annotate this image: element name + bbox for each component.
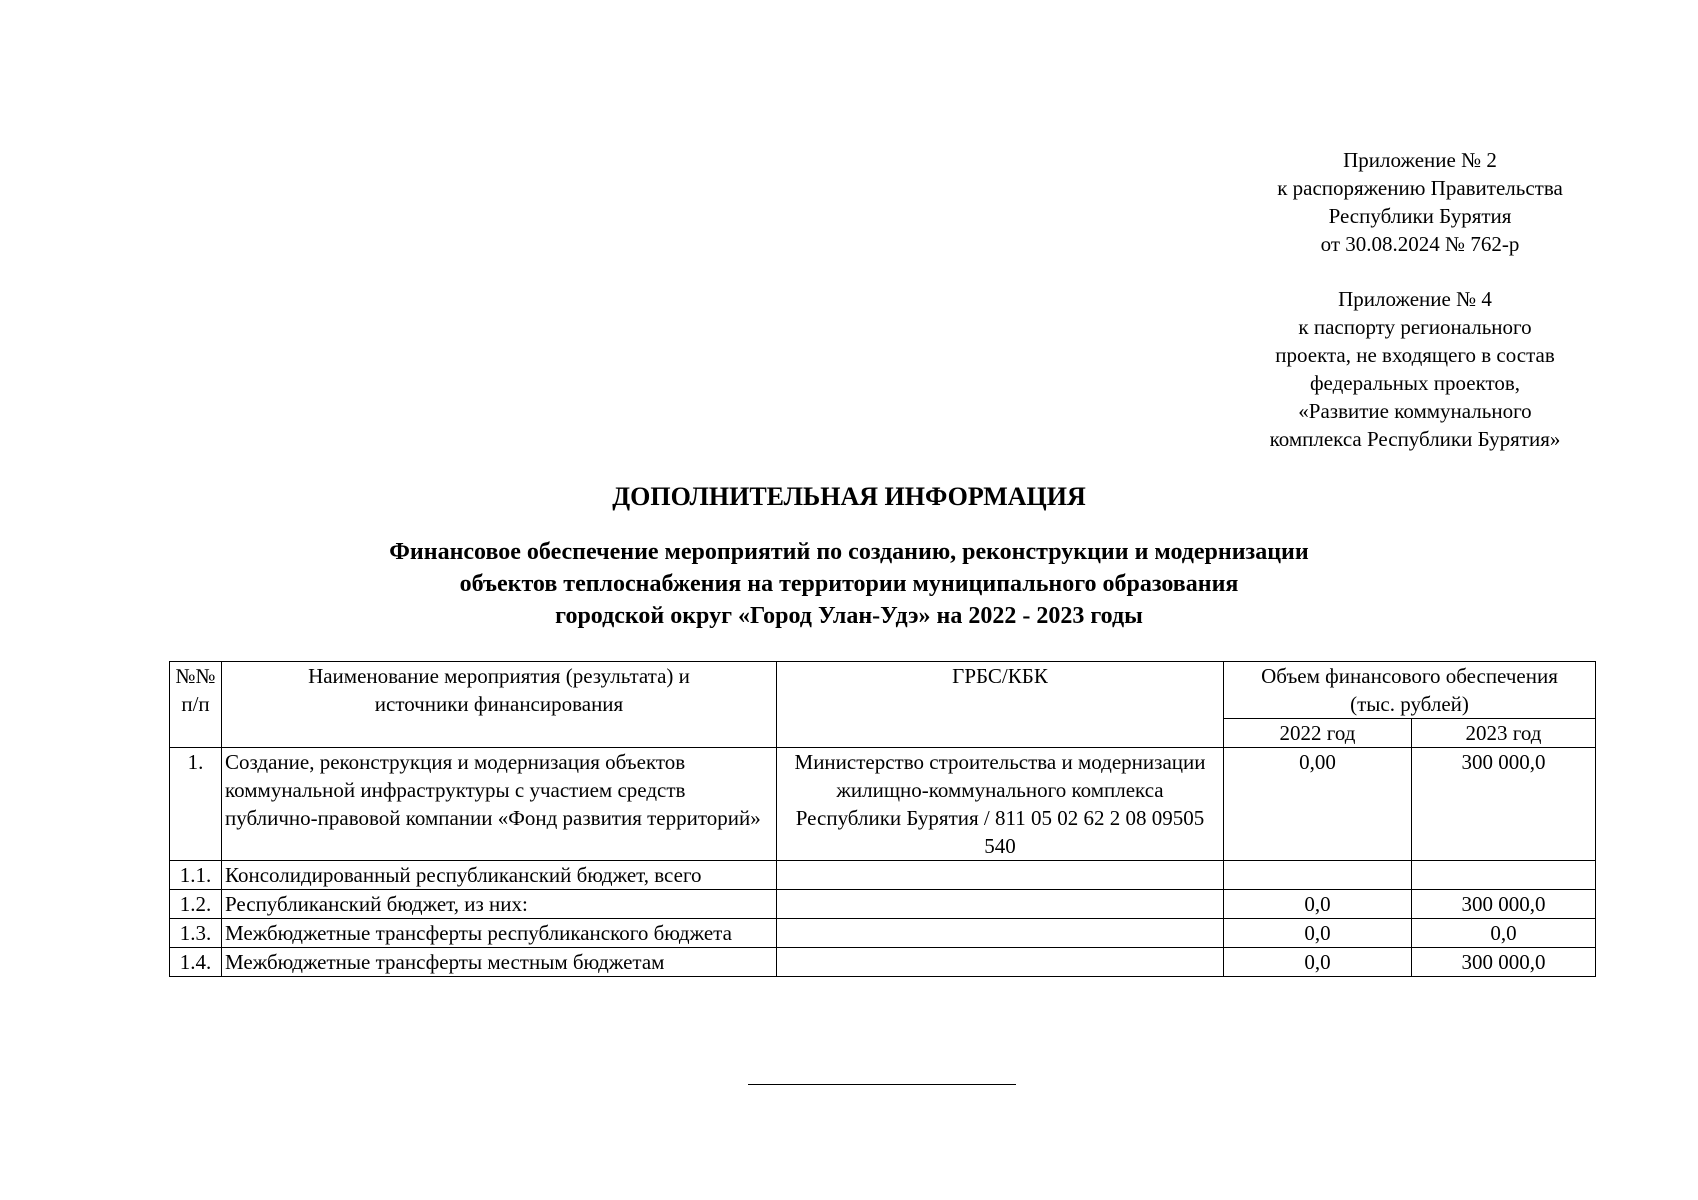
row-name: Консолидированный республиканский бюджет, всего xyxy=(222,861,777,890)
appendix-4-line: к паспорту регионального xyxy=(1298,315,1532,339)
row-grbs xyxy=(777,861,1224,890)
appendix-2-block xyxy=(1250,146,1590,258)
row-name: Республиканский бюджет, из них: xyxy=(222,890,777,919)
row-num: 1.4. xyxy=(170,948,222,977)
appendix-4-line: комплекса Республики Бурятия» xyxy=(1269,427,1561,451)
row-num: 1.1. xyxy=(170,861,222,890)
table-row xyxy=(170,890,1596,919)
header-year-2023: 2023 год xyxy=(1412,719,1596,748)
footer-divider xyxy=(748,1084,1016,1085)
row-num: 1.3. xyxy=(170,919,222,948)
row-value-2023: 0,0 xyxy=(1412,919,1596,948)
row-value-2023: 300 000,0 xyxy=(1412,948,1596,977)
row-grbs: Министерство строительства и модернизации жилищно-коммунального комплекса Республики Бурятия / 811 05 02 62 2 08 09505 540 xyxy=(777,748,1224,861)
appendix-4-block xyxy=(1240,285,1590,453)
header-num: №№ п/п xyxy=(170,662,222,748)
row-grbs xyxy=(777,890,1224,919)
header-grbs: ГРБС/КБК xyxy=(777,662,1224,748)
appendix-4-line: Приложение № 4 xyxy=(1338,287,1492,311)
row-value-2022: 0,0 xyxy=(1224,948,1412,977)
row-num: 1.2. xyxy=(170,890,222,919)
row-grbs xyxy=(777,948,1224,977)
header-name: Наименование мероприятия (результата) и источники финансирования xyxy=(222,662,777,748)
table-header-row xyxy=(170,662,1596,719)
appendix-4-line: проекта, не входящего в состав xyxy=(1275,343,1555,367)
row-grbs xyxy=(777,919,1224,948)
page-title: ДОПОЛНИТЕЛЬНАЯ ИНФОРМАЦИЯ xyxy=(612,482,1086,511)
row-value-2023 xyxy=(1412,861,1596,890)
appendix-4-line: «Развитие коммунального xyxy=(1298,399,1532,423)
row-name: Создание, реконструкция и модернизация объектов коммунальной инфраструктуры с участием средств публично-правовой компании «Фонд развития территорий» xyxy=(222,748,777,861)
row-name: Межбюджетные трансферты республиканского бюджета xyxy=(222,919,777,948)
appendix-4-line: федеральных проектов, xyxy=(1309,371,1521,395)
appendix-2-line: Приложение № 2 xyxy=(1343,148,1497,172)
row-value-2023: 300 000,0 xyxy=(1412,748,1596,861)
header-year-2022: 2022 год xyxy=(1224,719,1412,748)
financing-table xyxy=(169,661,1596,977)
row-value-2022 xyxy=(1224,861,1412,890)
header-volume: Объем финансового обеспечения (тыс. рублей) xyxy=(1224,662,1596,719)
row-num: 1. xyxy=(170,748,222,861)
subtitle-line: Финансовое обеспечение мероприятий по созданию, реконструкции и модернизации xyxy=(389,539,1309,565)
appendix-2-line: к распоряжению Правительства xyxy=(1277,176,1563,200)
row-name: Межбюджетные трансферты местным бюджетам xyxy=(222,948,777,977)
table-row xyxy=(170,748,1596,861)
appendix-2-line: Республики Бурятия xyxy=(1328,204,1512,228)
appendix-2-line: от 30.08.2024 № 762-р xyxy=(1320,232,1520,256)
subtitle-line: городской округ «Город Улан-Удэ» на 2022 - 2023 годы xyxy=(555,603,1143,629)
table-row xyxy=(170,948,1596,977)
row-value-2022: 0,0 xyxy=(1224,919,1412,948)
row-value-2022: 0,00 xyxy=(1224,748,1412,861)
document-subtitle xyxy=(0,536,1698,632)
table-row xyxy=(170,861,1596,890)
row-value-2023: 300 000,0 xyxy=(1412,890,1596,919)
row-value-2022: 0,0 xyxy=(1224,890,1412,919)
subtitle-line: объектов теплоснабжения на территории муниципального образования xyxy=(459,571,1239,597)
table-row xyxy=(170,919,1596,948)
